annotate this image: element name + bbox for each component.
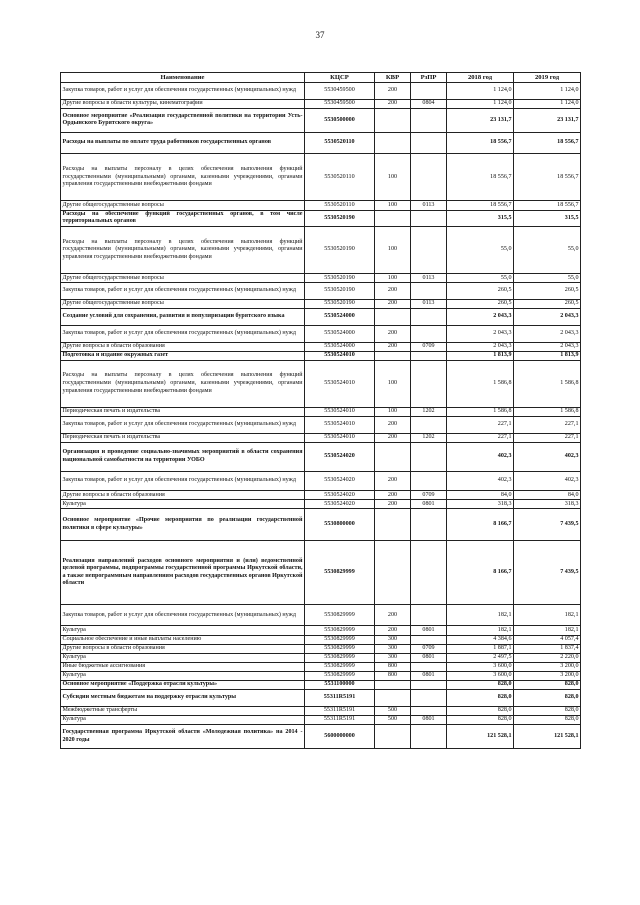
row-2018-cell: 260,5 xyxy=(447,283,514,300)
row-rzpr-cell xyxy=(411,635,447,644)
row-2019-cell: 227,1 xyxy=(514,433,581,442)
row-kcsr-cell: 5530829999 xyxy=(305,605,375,626)
table-row xyxy=(61,605,581,626)
row-rzpr-cell: 0709 xyxy=(411,342,447,351)
table-row xyxy=(61,491,581,500)
table-row xyxy=(61,662,581,671)
row-2019-cell: 260,5 xyxy=(514,283,581,300)
row-2019-cell: 260,5 xyxy=(514,300,581,309)
row-kcsr-cell: 5530524020 xyxy=(305,491,375,500)
row-kvr-cell: 100 xyxy=(375,227,411,274)
row-2018-cell: 227,1 xyxy=(447,416,514,433)
row-rzpr-cell: 0709 xyxy=(411,644,447,653)
row-kvr-cell xyxy=(375,108,411,132)
row-2018-cell: 4 384,6 xyxy=(447,635,514,644)
row-2018-cell: 402,3 xyxy=(447,471,514,491)
row-name-cell: Расходы на обеспечение функций государственных органов, в том числе территориальных органов xyxy=(61,210,305,227)
row-kcsr-cell: 5530459500 xyxy=(305,99,375,108)
row-name-cell: Основное мероприятие «Поддержка отрасли культуры» xyxy=(61,681,305,690)
header-2019: 2019 год xyxy=(514,73,581,83)
row-kcsr-cell: 5530524020 xyxy=(305,442,375,471)
row-rzpr-cell: 1202 xyxy=(411,433,447,442)
row-kvr-cell: 800 xyxy=(375,671,411,680)
table-row xyxy=(61,706,581,715)
row-kvr-cell xyxy=(375,681,411,690)
row-kcsr-cell: 55311R5191 xyxy=(305,715,375,724)
row-name-cell: Иные бюджетные ассигнования xyxy=(61,662,305,671)
row-name-cell: Периодическая печать и издательства xyxy=(61,407,305,416)
row-name-cell: Основное мероприятие «Прочие мероприятия по реализации государственной политики в сфере культуры» xyxy=(61,509,305,541)
row-name-cell: Создание условий для сохранения, развития и популяризации бурятского языка xyxy=(61,309,305,326)
row-name-cell: Реализация направлений расходов основного мероприятия и (или) ведомственной целевой программы, подпрограммы государственной программы Иркутской области, а также непрограммным направлениям расходов государственных органов Иркутской области xyxy=(61,541,305,605)
row-kvr-cell: 200 xyxy=(375,325,411,342)
row-kvr-cell: 300 xyxy=(375,635,411,644)
row-name-cell: Государственная программа Иркутской области «Молодежная политика» на 2014 - 2020 годы xyxy=(61,724,305,748)
row-kcsr-cell: 55311R5191 xyxy=(305,690,375,707)
row-rzpr-cell xyxy=(411,83,447,100)
row-name-cell: Закупка товаров, работ и услуг для обеспечения государственных (муниципальных) нужд xyxy=(61,83,305,100)
row-2019-cell: 315,5 xyxy=(514,210,581,227)
row-kvr-cell: 300 xyxy=(375,653,411,662)
row-name-cell: Расходы на выплаты персоналу в целях обеспечения выполнения функций государственными (муниципальными) органами, казенными учреждениями, органами управления государственными внебюджетными фондами xyxy=(61,154,305,201)
row-rzpr-cell: 0801 xyxy=(411,500,447,509)
row-2018-cell: 1 813,9 xyxy=(447,351,514,360)
row-kcsr-cell: 5530524000 xyxy=(305,325,375,342)
row-kcsr-cell: 5530524010 xyxy=(305,351,375,360)
row-kvr-cell xyxy=(375,442,411,471)
row-kcsr-cell: 5530524010 xyxy=(305,407,375,416)
row-kcsr-cell: 5530520190 xyxy=(305,227,375,274)
table-row xyxy=(61,83,581,100)
row-2018-cell: 1 887,1 xyxy=(447,644,514,653)
row-rzpr-cell: 1202 xyxy=(411,407,447,416)
row-kvr-cell: 200 xyxy=(375,471,411,491)
table-row xyxy=(61,108,581,132)
row-2019-cell: 1 124,0 xyxy=(514,99,581,108)
row-kcsr-cell: 5530829999 xyxy=(305,541,375,605)
header-2018: 2018 год xyxy=(447,73,514,83)
row-2019-cell: 828,0 xyxy=(514,715,581,724)
row-2019-cell: 18 556,7 xyxy=(514,133,581,154)
row-2018-cell: 55,0 xyxy=(447,227,514,274)
row-2018-cell: 828,0 xyxy=(447,681,514,690)
row-2018-cell: 8 166,7 xyxy=(447,541,514,605)
table-row xyxy=(61,274,581,283)
row-rzpr-cell: 0801 xyxy=(411,653,447,662)
table-row xyxy=(61,133,581,154)
row-kcsr-cell: 5531100000 xyxy=(305,681,375,690)
table-row xyxy=(61,653,581,662)
row-2018-cell: 182,1 xyxy=(447,605,514,626)
row-name-cell: Межбюджетные трансферты xyxy=(61,706,305,715)
row-name-cell: Культура xyxy=(61,715,305,724)
row-name-cell: Закупка товаров, работ и услуг для обеспечения государственных (муниципальных) нужд xyxy=(61,325,305,342)
row-kvr-cell xyxy=(375,509,411,541)
row-kcsr-cell: 5530524010 xyxy=(305,416,375,433)
row-rzpr-cell xyxy=(411,442,447,471)
row-2019-cell: 2 220,0 xyxy=(514,653,581,662)
row-name-cell: Подготовка и издание окружных газет xyxy=(61,351,305,360)
table-row xyxy=(61,210,581,227)
row-kcsr-cell: 5530520190 xyxy=(305,300,375,309)
table-row xyxy=(61,201,581,210)
header-name: Наименование xyxy=(61,73,305,83)
table-row xyxy=(61,227,581,274)
row-rzpr-cell xyxy=(411,605,447,626)
row-rzpr-cell xyxy=(411,325,447,342)
row-name-cell: Культура xyxy=(61,500,305,509)
row-2018-cell: 2 497,5 xyxy=(447,653,514,662)
row-kvr-cell: 200 xyxy=(375,605,411,626)
row-kvr-cell xyxy=(375,690,411,707)
row-name-cell: Культура xyxy=(61,671,305,680)
row-2018-cell: 260,5 xyxy=(447,300,514,309)
row-kvr-cell: 200 xyxy=(375,433,411,442)
row-kvr-cell: 200 xyxy=(375,500,411,509)
row-2018-cell: 1 124,0 xyxy=(447,83,514,100)
row-2019-cell: 4 057,4 xyxy=(514,635,581,644)
row-rzpr-cell: 0801 xyxy=(411,626,447,635)
table-row xyxy=(61,351,581,360)
row-kcsr-cell: 5530520190 xyxy=(305,283,375,300)
row-2019-cell: 1 586,8 xyxy=(514,360,581,407)
row-2018-cell: 828,0 xyxy=(447,706,514,715)
row-2019-cell: 402,3 xyxy=(514,442,581,471)
table-row xyxy=(61,681,581,690)
row-2019-cell: 227,1 xyxy=(514,416,581,433)
table-row xyxy=(61,626,581,635)
page-number: 37 xyxy=(315,30,325,40)
row-2018-cell: 3 600,0 xyxy=(447,671,514,680)
row-2019-cell: 18 556,7 xyxy=(514,201,581,210)
row-name-cell: Расходы на выплаты персоналу в целях обеспечения выполнения функций государственными (муниципальными) органами, казенными учреждениями, органами управления государственными внебюджетными фондами xyxy=(61,360,305,407)
table-row xyxy=(61,471,581,491)
header-rzpr: РзПР xyxy=(411,73,447,83)
row-kvr-cell: 200 xyxy=(375,283,411,300)
row-kcsr-cell: 5530524000 xyxy=(305,342,375,351)
row-rzpr-cell xyxy=(411,108,447,132)
row-name-cell: Закупка товаров, работ и услуг для обеспечения государственных (муниципальных) нужд xyxy=(61,283,305,300)
row-kvr-cell: 500 xyxy=(375,715,411,724)
row-2019-cell: 828,0 xyxy=(514,706,581,715)
row-2019-cell: 3 200,0 xyxy=(514,671,581,680)
row-kcsr-cell: 5530524020 xyxy=(305,500,375,509)
table-header-row xyxy=(61,73,581,83)
row-name-cell: Другие общегосударственные вопросы xyxy=(61,274,305,283)
row-kcsr-cell: 5530829999 xyxy=(305,635,375,644)
row-2018-cell: 402,3 xyxy=(447,442,514,471)
row-2019-cell: 828,0 xyxy=(514,681,581,690)
row-2019-cell: 2 043,3 xyxy=(514,325,581,342)
row-2019-cell: 55,0 xyxy=(514,227,581,274)
table-row xyxy=(61,154,581,201)
row-kvr-cell: 200 xyxy=(375,300,411,309)
row-rzpr-cell: 0709 xyxy=(411,491,447,500)
row-rzpr-cell: 0113 xyxy=(411,201,447,210)
row-name-cell: Закупка товаров, работ и услуг для обеспечения государственных (муниципальных) нужд xyxy=(61,416,305,433)
row-2018-cell: 18 556,7 xyxy=(447,201,514,210)
row-2018-cell: 8 166,7 xyxy=(447,509,514,541)
row-2018-cell: 318,3 xyxy=(447,500,514,509)
row-name-cell: Другие вопросы в области образования xyxy=(61,491,305,500)
row-2018-cell: 3 600,0 xyxy=(447,662,514,671)
header-kvr: КВР xyxy=(375,73,411,83)
row-kvr-cell xyxy=(375,541,411,605)
row-2019-cell: 7 439,5 xyxy=(514,541,581,605)
row-kvr-cell: 100 xyxy=(375,274,411,283)
row-2019-cell: 1 813,9 xyxy=(514,351,581,360)
row-name-cell: Субсидии местным бюджетам на поддержку отрасли культуры xyxy=(61,690,305,707)
row-rzpr-cell: 0801 xyxy=(411,671,447,680)
row-2019-cell: 2 043,3 xyxy=(514,309,581,326)
row-2019-cell: 402,3 xyxy=(514,471,581,491)
row-name-cell: Другие вопросы в области образования xyxy=(61,342,305,351)
table-row xyxy=(61,671,581,680)
row-kvr-cell: 200 xyxy=(375,99,411,108)
row-2018-cell: 828,0 xyxy=(447,690,514,707)
table-row xyxy=(61,690,581,707)
row-kcsr-cell: 5530800000 xyxy=(305,509,375,541)
table-row xyxy=(61,635,581,644)
row-2018-cell: 1 124,0 xyxy=(447,99,514,108)
row-2018-cell: 84,0 xyxy=(447,491,514,500)
row-kcsr-cell: 5530520110 xyxy=(305,133,375,154)
row-2019-cell: 84,0 xyxy=(514,491,581,500)
row-2019-cell: 318,3 xyxy=(514,500,581,509)
row-rzpr-cell: 0804 xyxy=(411,99,447,108)
row-kvr-cell xyxy=(375,210,411,227)
row-kvr-cell: 800 xyxy=(375,662,411,671)
row-rzpr-cell: 0801 xyxy=(411,715,447,724)
row-rzpr-cell xyxy=(411,541,447,605)
table-row xyxy=(61,644,581,653)
row-rzpr-cell: 0113 xyxy=(411,300,447,309)
row-rzpr-cell xyxy=(411,662,447,671)
row-2018-cell: 182,1 xyxy=(447,626,514,635)
row-2018-cell: 18 556,7 xyxy=(447,154,514,201)
row-kcsr-cell: 5530459500 xyxy=(305,83,375,100)
row-kvr-cell: 200 xyxy=(375,416,411,433)
row-2019-cell: 2 043,3 xyxy=(514,342,581,351)
table-row xyxy=(61,442,581,471)
row-2018-cell: 2 043,3 xyxy=(447,309,514,326)
table-row xyxy=(61,309,581,326)
row-2018-cell: 121 528,1 xyxy=(447,724,514,748)
row-rzpr-cell xyxy=(411,509,447,541)
row-2019-cell: 1 124,0 xyxy=(514,83,581,100)
row-kcsr-cell: 5530829999 xyxy=(305,653,375,662)
row-2019-cell: 55,0 xyxy=(514,274,581,283)
table-row xyxy=(61,724,581,748)
row-rzpr-cell xyxy=(411,133,447,154)
row-2018-cell: 1 586,8 xyxy=(447,407,514,416)
row-name-cell: Другие вопросы в области культуры, кинематографии xyxy=(61,99,305,108)
row-2019-cell: 121 528,1 xyxy=(514,724,581,748)
row-kcsr-cell: 5530829999 xyxy=(305,671,375,680)
table-body xyxy=(61,83,581,749)
row-kvr-cell: 200 xyxy=(375,83,411,100)
table-row xyxy=(61,541,581,605)
row-name-cell: Основное мероприятие «Реализация государственной политики на территории Усть-Ордынского Бурятского округа» xyxy=(61,108,305,132)
row-rzpr-cell xyxy=(411,706,447,715)
row-kvr-cell: 100 xyxy=(375,407,411,416)
row-kvr-cell: 100 xyxy=(375,154,411,201)
row-kcsr-cell: 5530524000 xyxy=(305,309,375,326)
row-kcsr-cell: 5530520110 xyxy=(305,154,375,201)
row-2019-cell: 828,0 xyxy=(514,690,581,707)
row-name-cell: Другие вопросы в области образования xyxy=(61,644,305,653)
row-kvr-cell: 200 xyxy=(375,491,411,500)
row-kcsr-cell: 5530829999 xyxy=(305,662,375,671)
row-kcsr-cell: 5530520190 xyxy=(305,274,375,283)
row-rzpr-cell xyxy=(411,210,447,227)
row-name-cell: Расходы на выплаты по оплате труда работников государственных органов xyxy=(61,133,305,154)
table-row xyxy=(61,300,581,309)
row-rzpr-cell: 0113 xyxy=(411,274,447,283)
row-kvr-cell: 100 xyxy=(375,201,411,210)
row-2019-cell: 18 556,7 xyxy=(514,154,581,201)
table-row xyxy=(61,715,581,724)
row-rzpr-cell xyxy=(411,154,447,201)
table-row xyxy=(61,433,581,442)
row-name-cell: Расходы на выплаты персоналу в целях обеспечения выполнения функций государственными (муниципальными) органами, казенными учреждениями, органами управления государственными внебюджетными фондами xyxy=(61,227,305,274)
table-row xyxy=(61,509,581,541)
budget-table-wrapper xyxy=(60,72,580,749)
row-kvr-cell: 500 xyxy=(375,706,411,715)
row-kvr-cell: 300 xyxy=(375,644,411,653)
row-2018-cell: 828,0 xyxy=(447,715,514,724)
row-kcsr-cell: 55311R5191 xyxy=(305,706,375,715)
row-name-cell: Другие общегосударственные вопросы xyxy=(61,201,305,210)
row-kcsr-cell: 5530829999 xyxy=(305,644,375,653)
row-rzpr-cell xyxy=(411,690,447,707)
row-name-cell: Закупка товаров, работ и услуг для обеспечения государственных (муниципальных) нужд xyxy=(61,471,305,491)
row-kcsr-cell: 5530829999 xyxy=(305,626,375,635)
row-kcsr-cell: 5530520190 xyxy=(305,210,375,227)
row-rzpr-cell xyxy=(411,351,447,360)
row-rzpr-cell xyxy=(411,471,447,491)
row-2018-cell: 2 043,3 xyxy=(447,325,514,342)
row-rzpr-cell xyxy=(411,283,447,300)
row-rzpr-cell xyxy=(411,681,447,690)
row-2019-cell: 182,1 xyxy=(514,626,581,635)
row-rzpr-cell xyxy=(411,360,447,407)
table-row xyxy=(61,500,581,509)
row-2018-cell: 227,1 xyxy=(447,433,514,442)
row-name-cell: Социальное обеспечение и иные выплаты населению xyxy=(61,635,305,644)
row-2018-cell: 55,0 xyxy=(447,274,514,283)
budget-table xyxy=(60,72,581,749)
row-name-cell: Организация и проведение социально-значимых мероприятий в области сохранения национальной самобытности на территории УОБО xyxy=(61,442,305,471)
row-kvr-cell: 100 xyxy=(375,360,411,407)
row-kcsr-cell: 5530524020 xyxy=(305,471,375,491)
row-kvr-cell xyxy=(375,724,411,748)
row-kcsr-cell: 5530524010 xyxy=(305,433,375,442)
header-kcsr: КЦСР xyxy=(305,73,375,83)
row-2019-cell: 182,1 xyxy=(514,605,581,626)
row-2019-cell: 3 200,0 xyxy=(514,662,581,671)
table-row xyxy=(61,325,581,342)
row-name-cell: Периодическая печать и издательства xyxy=(61,433,305,442)
row-rzpr-cell xyxy=(411,724,447,748)
row-2018-cell: 315,5 xyxy=(447,210,514,227)
table-row xyxy=(61,360,581,407)
row-kvr-cell: 200 xyxy=(375,626,411,635)
row-name-cell: Культура xyxy=(61,653,305,662)
row-name-cell: Закупка товаров, работ и услуг для обеспечения государственных (муниципальных) нужд xyxy=(61,605,305,626)
row-name-cell: Культура xyxy=(61,626,305,635)
row-kvr-cell xyxy=(375,309,411,326)
table-row xyxy=(61,416,581,433)
row-2018-cell: 1 586,8 xyxy=(447,360,514,407)
table-row xyxy=(61,99,581,108)
row-kcsr-cell: 5530500000 xyxy=(305,108,375,132)
row-2018-cell: 23 131,7 xyxy=(447,108,514,132)
row-kvr-cell xyxy=(375,133,411,154)
row-2018-cell: 2 043,3 xyxy=(447,342,514,351)
row-2019-cell: 7 439,5 xyxy=(514,509,581,541)
row-kcsr-cell: 5530520110 xyxy=(305,201,375,210)
row-kvr-cell xyxy=(375,351,411,360)
row-rzpr-cell xyxy=(411,416,447,433)
table-row xyxy=(61,407,581,416)
row-kvr-cell: 200 xyxy=(375,342,411,351)
row-2019-cell: 1 837,4 xyxy=(514,644,581,653)
table-row xyxy=(61,342,581,351)
row-name-cell: Другие общегосударственные вопросы xyxy=(61,300,305,309)
row-2019-cell: 23 131,7 xyxy=(514,108,581,132)
row-rzpr-cell xyxy=(411,309,447,326)
row-kcsr-cell: 5530524010 xyxy=(305,360,375,407)
row-rzpr-cell xyxy=(411,227,447,274)
table-row xyxy=(61,283,581,300)
row-kcsr-cell: 5600000000 xyxy=(305,724,375,748)
row-2018-cell: 18 556,7 xyxy=(447,133,514,154)
row-2019-cell: 1 586,8 xyxy=(514,407,581,416)
